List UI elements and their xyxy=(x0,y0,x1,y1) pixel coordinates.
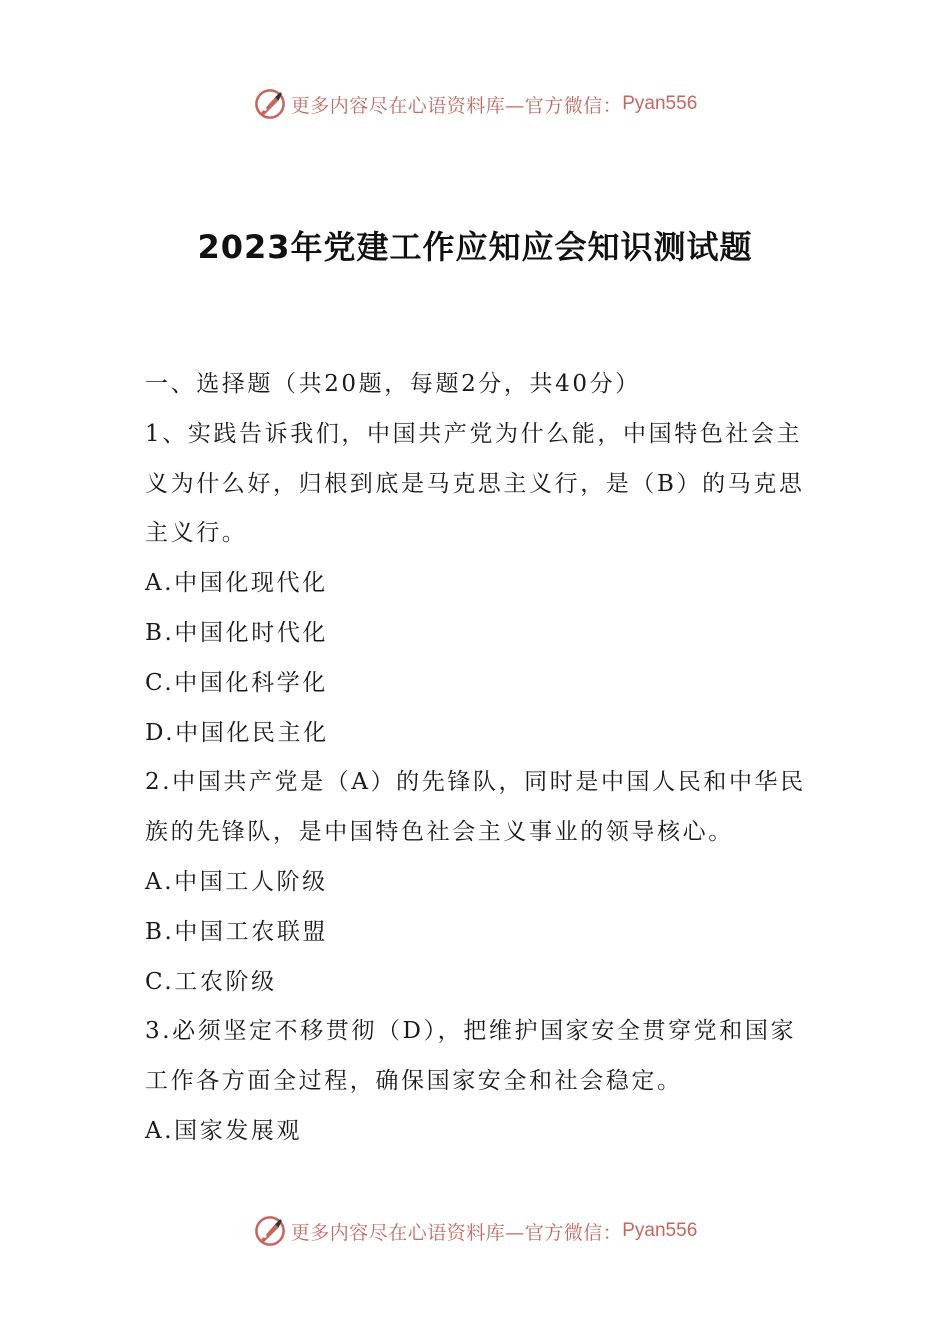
question-1-line-3: 主义行。 xyxy=(145,520,248,547)
question-2-option-c: C.工农阶级 xyxy=(145,968,277,995)
question-1-line-2: 义为什么好，归根到底是马克思主义行，是（B）的马克思 xyxy=(145,470,805,497)
question-2-option-a: A.中国工人阶级 xyxy=(145,868,328,895)
watermark-wechat-id: Pyan556 xyxy=(622,93,698,114)
document-body xyxy=(145,360,810,1157)
document-title: 2023年党建工作应知应会知识测试题 xyxy=(197,228,753,266)
question-2-line-1: 2.中国共产党是（A）的先锋队，同时是中国人民和中华民 xyxy=(145,769,806,796)
question-1-option-b: B.中国化时代化 xyxy=(145,619,329,646)
question-1-option-c: C.中国化科学化 xyxy=(145,669,328,696)
question-3-option-a: A.国家发展观 xyxy=(145,1117,303,1144)
question-1-option-a: A.中国化现代化 xyxy=(145,570,328,597)
watermark-wechat-id: Pyan556 xyxy=(622,1220,698,1241)
question-2-option-b: B.中国工农联盟 xyxy=(145,918,329,945)
question-1-line-1: 1、实践告诉我们，中国共产党为什么能，中国特色社会主 xyxy=(145,420,803,447)
question-1-option-d: D.中国化民主化 xyxy=(145,719,329,746)
question-3-line-2: 工作各方面全过程，确保国家安全和社会稳定。 xyxy=(145,1068,683,1095)
watermark-footer xyxy=(0,1211,950,1251)
question-2-line-2: 族的先锋队，是中国特色社会主义事业的领导核心。 xyxy=(145,819,734,846)
section-heading: 一、选择题（共20题，每题2分，共40分） xyxy=(145,371,641,397)
question-3-line-1: 3.必须坚定不移贯彻（D），把维护国家安全贯穿党和国家 xyxy=(145,1018,797,1045)
watermark-header xyxy=(0,84,950,124)
watermark-text: 更多内容尽在心语资料库—官方微信： xyxy=(290,1221,623,1244)
pen-nib-logo-icon xyxy=(253,87,287,121)
watermark-text: 更多内容尽在心语资料库—官方微信： xyxy=(290,94,623,117)
pen-nib-logo-icon xyxy=(253,1214,287,1248)
